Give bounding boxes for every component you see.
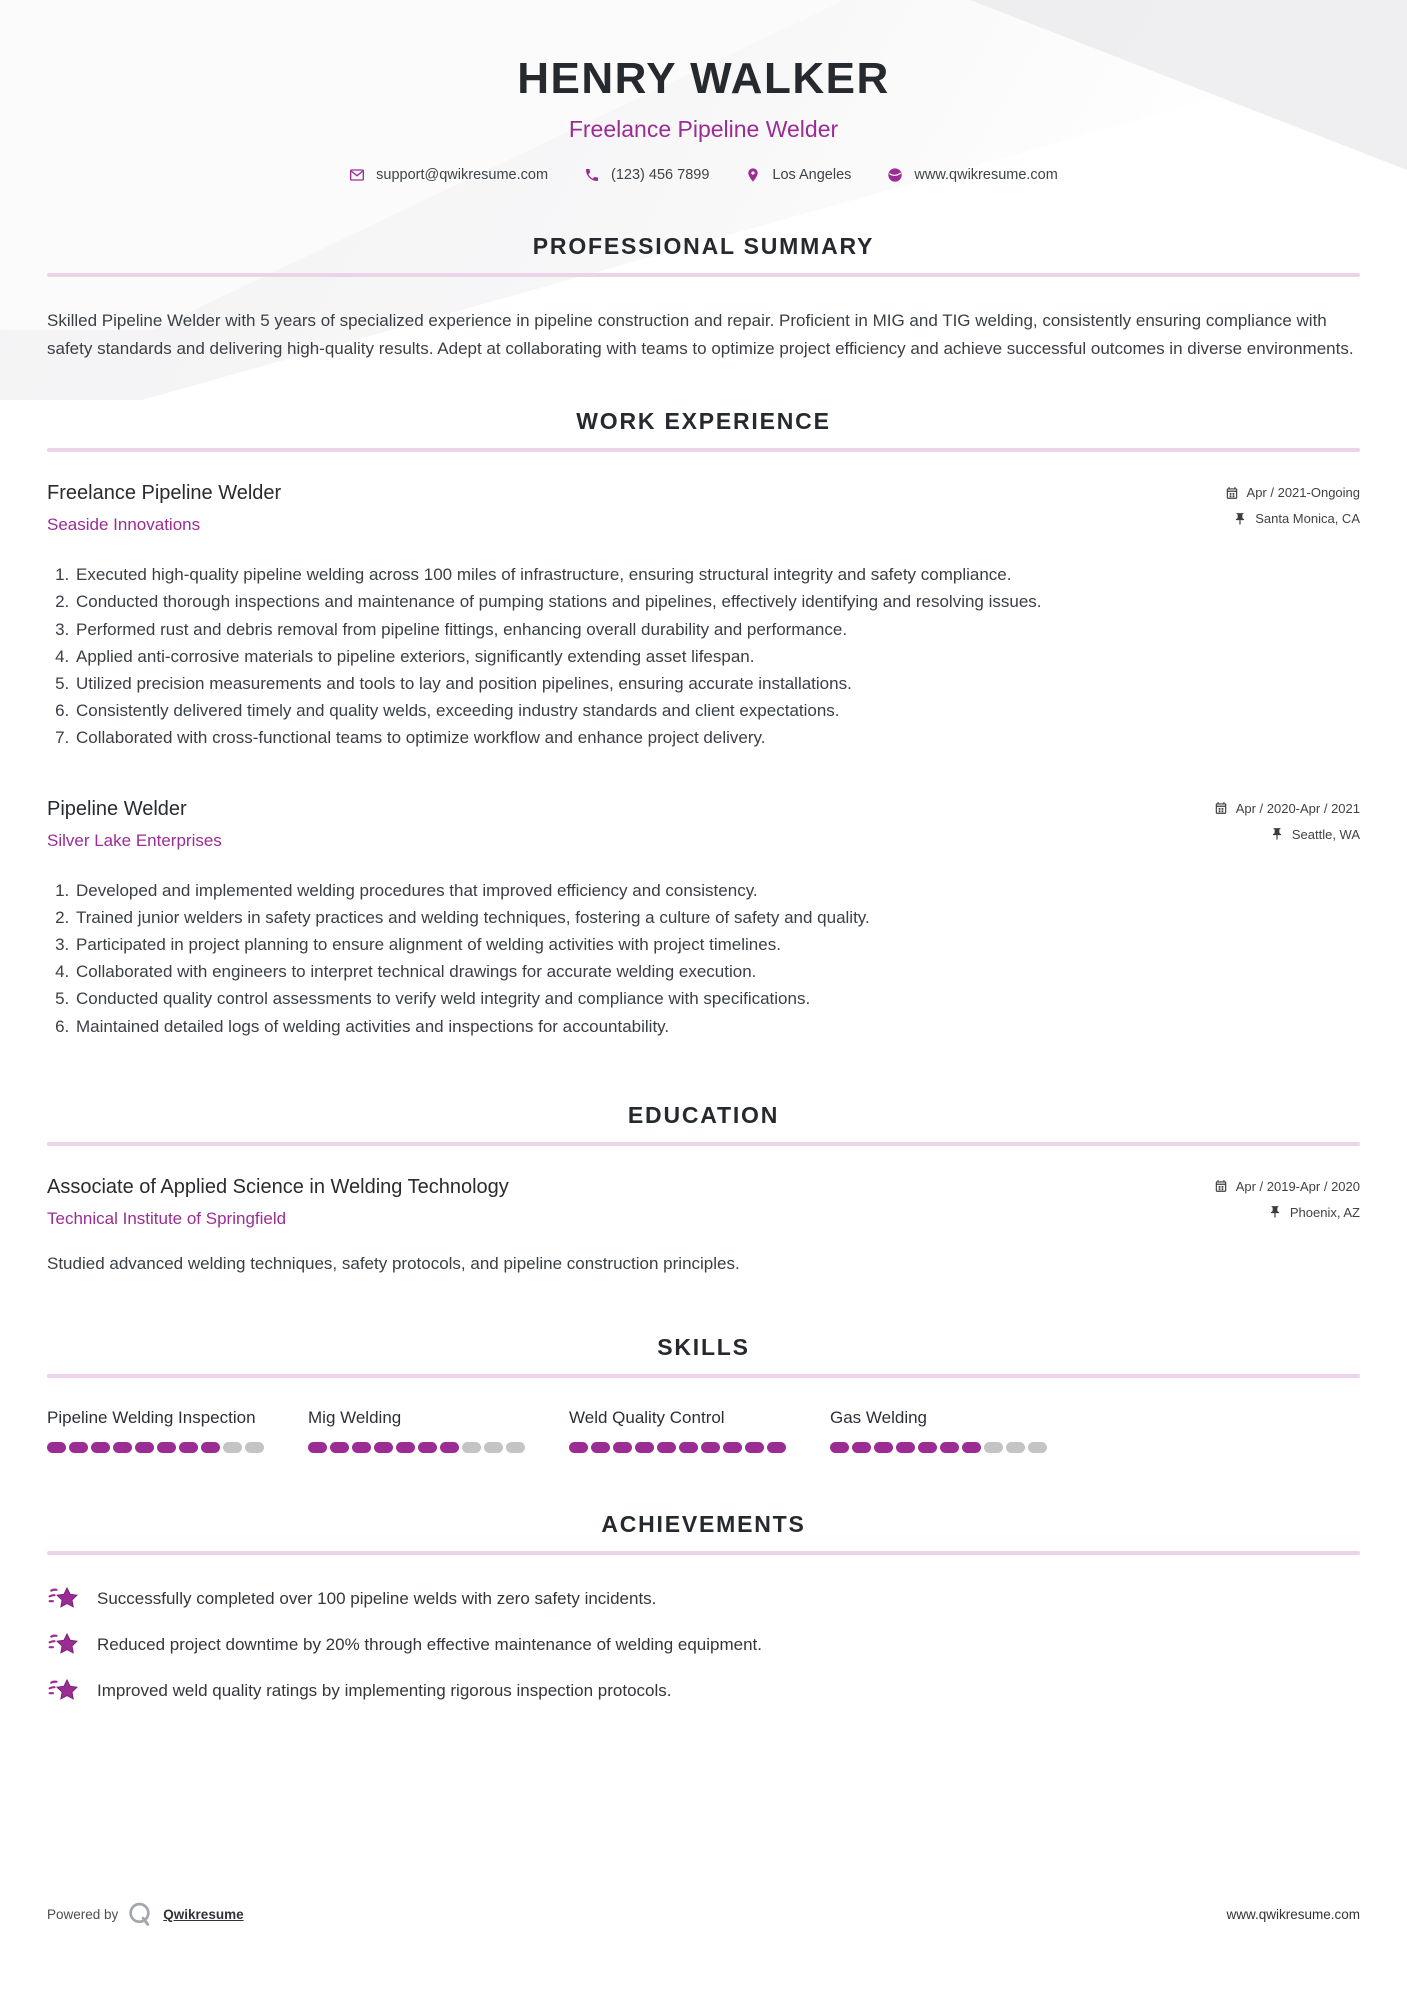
contact-website-text: www.qwikresume.com <box>914 167 1058 184</box>
section-achievements <box>47 1511 1360 1704</box>
job-bullet: 3. Participated in project planning to ensure alignment of welding activities with project timelines. <box>74 931 1360 958</box>
skill-item <box>569 1408 830 1453</box>
resume-header <box>47 0 1360 183</box>
section-work-experience <box>47 408 1360 1039</box>
skill-segment <box>113 1442 132 1453</box>
job-bullets <box>47 877 1360 1040</box>
skill-item <box>47 1408 308 1453</box>
skill-name: Mig Welding <box>308 1408 402 1428</box>
skill-item <box>308 1408 569 1453</box>
footer-website: www.qwikresume.com <box>1226 1907 1360 1922</box>
contact-row <box>47 167 1360 183</box>
work-experience-heading: WORK EXPERIENCE <box>576 408 831 435</box>
skill-name: Weld Quality Control <box>569 1408 725 1428</box>
calendar-icon <box>1214 1179 1228 1193</box>
achievement-item <box>47 1631 1360 1658</box>
skill-segment <box>374 1442 393 1453</box>
job-bullets <box>47 561 1360 751</box>
achievement-text: Reduced project downtime by 20% through effective maintenance of welding equipment. <box>97 1634 762 1654</box>
job-bullet: 1. Executed high-quality pipeline welding across 100 miles of infrastructure, ensuring structural integrity and safety compliance. <box>74 561 1360 588</box>
job-bullet: 4. Collaborated with engineers to interpret technical drawings for accurate welding execution. <box>74 958 1360 985</box>
skill-segment <box>135 1442 154 1453</box>
skill-segment <box>179 1442 198 1453</box>
skill-segment <box>896 1442 915 1453</box>
page-footer <box>47 1901 1360 1928</box>
education-location: Phoenix, AZ <box>1289 1204 1360 1220</box>
skill-segment <box>679 1442 698 1453</box>
skill-segment <box>701 1442 720 1453</box>
skill-name: Gas Welding <box>830 1408 928 1428</box>
skill-segment <box>47 1442 66 1453</box>
skill-segment <box>962 1442 981 1453</box>
summary-text: Skilled Pipeline Welder with 5 years of specialized experience in pipeline construction and repair. Proficient in MIG and TIG welding, consistently ensuring compliance with safety standards and delivering high-quality results. Adept at collaborating with teams to optimize project efficiency and achieve successful outcomes in diverse environments. <box>47 311 1354 358</box>
job-dates-row <box>1225 485 1360 500</box>
job-dates: Apr / 2020-Apr / 2021 <box>1235 800 1360 816</box>
candidate-title: Freelance Pipeline Welder <box>568 116 839 143</box>
candidate-name: HENRY WALKER <box>517 54 890 103</box>
job-title: Pipeline Welder <box>47 797 187 820</box>
email-icon <box>349 167 365 183</box>
location-icon <box>745 167 761 183</box>
job-dates: Apr / 2021-Ongoing <box>1246 485 1360 501</box>
job-bullet: 2. Trained junior welders in safety practices and welding techniques, fostering a culture of safety and quality. <box>74 904 1360 931</box>
job-dates-row <box>1214 801 1360 816</box>
qwikresume-link[interactable]: Qwikresume <box>163 1907 244 1922</box>
skill-bar <box>830 1442 1091 1453</box>
job-bullet: 5. Conducted quality control assessments to verify weld integrity and compliance with specifications. <box>74 985 1360 1012</box>
skill-segment <box>462 1442 481 1453</box>
job-location: Seattle, WA <box>1291 826 1360 842</box>
skill-segment <box>91 1442 110 1453</box>
skill-segment <box>613 1442 632 1453</box>
achievement-item <box>47 1585 1360 1612</box>
skill-segment <box>223 1442 242 1453</box>
skill-segment <box>69 1442 88 1453</box>
footer-powered-by <box>47 1901 244 1928</box>
contact-phone-text: (123) 456 7899 <box>611 167 710 184</box>
skill-segment <box>352 1442 371 1453</box>
contact-phone <box>584 167 709 183</box>
skills-grid <box>47 1408 1360 1453</box>
section-skills <box>47 1334 1360 1453</box>
summary-heading: PROFESSIONAL SUMMARY <box>532 233 875 260</box>
section-divider <box>47 1551 1360 1555</box>
star-icon <box>47 1631 80 1658</box>
section-divider <box>47 448 1360 452</box>
education-school: Technical Institute of Springfield <box>47 1208 287 1228</box>
section-professional-summary <box>47 233 1360 362</box>
section-education <box>47 1102 1360 1277</box>
contact-website <box>887 167 1057 183</box>
skill-segment <box>157 1442 176 1453</box>
section-divider <box>47 1142 1360 1146</box>
skill-segment <box>874 1442 893 1453</box>
education-description: Studied advanced welding techniques, safety protocols, and pipeline construction principles. <box>47 1253 740 1273</box>
qwikresume-logo <box>127 1901 154 1928</box>
contact-location-text: Los Angeles <box>772 167 852 184</box>
skill-segment <box>201 1442 220 1453</box>
job-title: Freelance Pipeline Welder <box>47 482 282 505</box>
skill-segment <box>330 1442 349 1453</box>
skill-segment <box>940 1442 959 1453</box>
job-entry <box>47 798 1360 1040</box>
skill-segment <box>852 1442 871 1453</box>
globe-icon <box>887 167 903 183</box>
job-bullet: 6. Consistently delivered timely and quality welds, exceeding industry standards and client expectations. <box>74 697 1360 724</box>
education-dates: Apr / 2019-Apr / 2020 <box>1235 1178 1360 1194</box>
calendar-icon <box>1225 486 1239 500</box>
skill-bar <box>47 1442 308 1453</box>
skills-heading: SKILLS <box>657 1334 750 1361</box>
achievements-list <box>47 1585 1360 1704</box>
skill-segment <box>308 1442 327 1453</box>
calendar-icon <box>1214 801 1228 815</box>
job-location: Santa Monica, CA <box>1255 511 1360 527</box>
pin-icon <box>1270 827 1284 841</box>
section-divider <box>47 1374 1360 1378</box>
skill-segment <box>657 1442 676 1453</box>
skill-segment <box>591 1442 610 1453</box>
skill-segment <box>506 1442 525 1453</box>
skill-segment <box>1006 1442 1025 1453</box>
job-company: Seaside Innovations <box>47 515 201 535</box>
job-location-row <box>1225 511 1360 526</box>
job-bullet: 7. Collaborated with cross-functional teams to optimize workflow and enhance project delivery. <box>74 724 1360 751</box>
job-bullet: 5. Utilized precision measurements and tools to lay and position pipelines, ensuring accurate installations. <box>74 670 1360 697</box>
skill-segment <box>396 1442 415 1453</box>
skill-segment <box>569 1442 588 1453</box>
skill-item <box>830 1408 1091 1453</box>
skill-bar <box>569 1442 830 1453</box>
pin-icon <box>1268 1205 1282 1219</box>
job-bullet: 2. Conducted thorough inspections and maintenance of pumping stations and pipelines, effectively identifying and resolving issues. <box>74 588 1360 615</box>
job-company: Silver Lake Enterprises <box>47 830 222 850</box>
jobs-list <box>47 482 1360 1039</box>
section-divider <box>47 273 1360 277</box>
job-bullet: 4. Applied anti-corrosive materials to pipeline exteriors, significantly extending asset lifespan. <box>74 643 1360 670</box>
skill-segment <box>918 1442 937 1453</box>
education-entry <box>47 1176 1360 1231</box>
skill-segment <box>767 1442 786 1453</box>
skill-segment <box>245 1442 264 1453</box>
skill-segment <box>984 1442 1003 1453</box>
skill-segment <box>484 1442 503 1453</box>
education-heading: EDUCATION <box>627 1101 780 1128</box>
education-degree: Associate of Applied Science in Welding Technology <box>47 1175 509 1198</box>
phone-icon <box>584 167 600 183</box>
skill-segment <box>418 1442 437 1453</box>
skill-segment <box>723 1442 742 1453</box>
contact-email-text: support@qwikresume.com <box>376 167 549 184</box>
job-entry <box>47 482 1360 751</box>
job-bullet: 6. Maintained detailed logs of welding activities and inspections for accountability. <box>74 1013 1360 1040</box>
powered-by-label: Powered by <box>47 1907 119 1922</box>
skill-segment <box>440 1442 459 1453</box>
achievements-heading: ACHIEVEMENTS <box>601 1511 806 1538</box>
skill-segment <box>745 1442 764 1453</box>
skill-segment <box>635 1442 654 1453</box>
star-icon <box>47 1677 80 1704</box>
achievement-text: Successfully completed over 100 pipeline welds with zero safety incidents. <box>97 1588 657 1608</box>
star-icon <box>47 1585 80 1612</box>
education-dates-row <box>1214 1179 1360 1194</box>
skill-bar <box>308 1442 569 1453</box>
achievement-item <box>47 1677 1360 1704</box>
job-bullet: 3. Performed rust and debris removal from pipeline fittings, enhancing overall durability and performance. <box>74 616 1360 643</box>
contact-email <box>349 167 548 183</box>
skill-name: Pipeline Welding Inspection <box>47 1408 256 1428</box>
job-bullet: 1. Developed and implemented welding procedures that improved efficiency and consistency. <box>74 877 1360 904</box>
skill-segment <box>830 1442 849 1453</box>
pin-icon <box>1233 512 1247 526</box>
job-location-row <box>1214 827 1360 842</box>
skill-segment <box>1028 1442 1047 1453</box>
contact-location <box>745 167 851 183</box>
achievement-text: Improved weld quality ratings by implementing rigorous inspection protocols. <box>97 1680 672 1700</box>
education-location-row <box>1214 1205 1360 1220</box>
